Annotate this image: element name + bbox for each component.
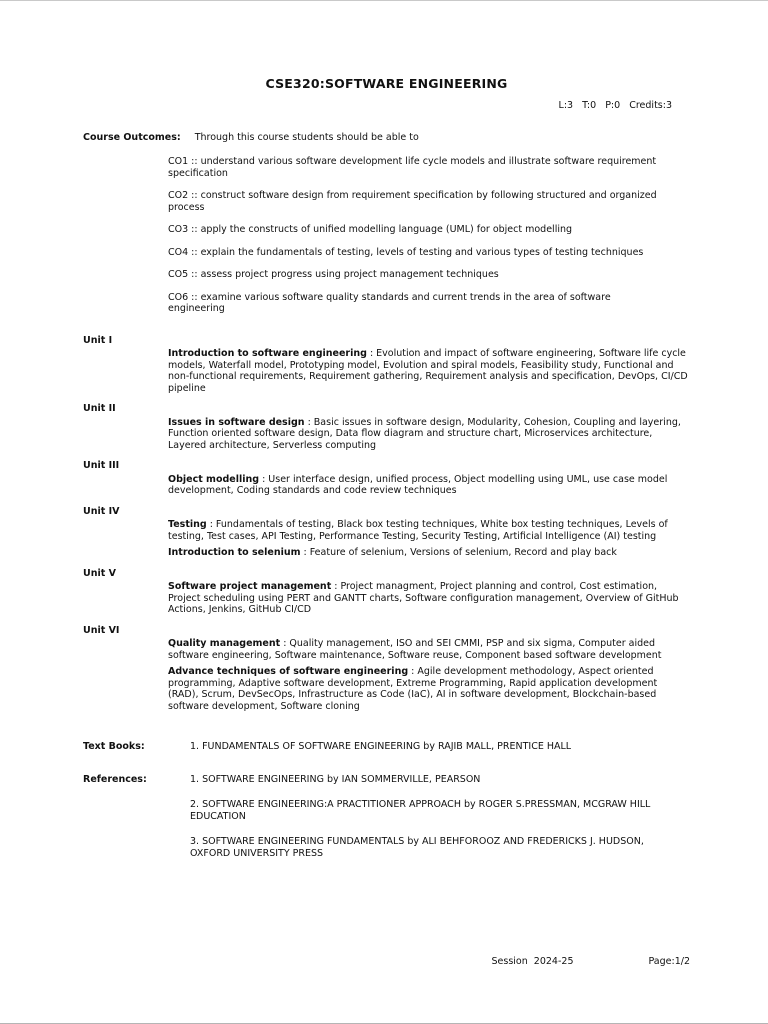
co-item: CO2 :: construct software design from requirement specification by following structured and organized process [168,190,657,213]
topic-title: Testing [168,519,207,530]
topic-body: : Evolution and impact of software engineering, Software life cycle models, Waterfall model, Prototyping model, Evolution and spiral models, Feasibility study, Functional and non-functional requirements, Requirement gathering, Requirement analysis and specification, DevOps, CI/CD pipeline [168,348,688,394]
co-item: CO6 :: examine various software quality standards and current trends in the area of software engineering [168,291,611,314]
topic-title: Quality management [168,638,281,649]
topic-body: : Project managment, Project planning and control, Cost estimation, Project scheduling using PERT and GANTT charts, Software configuration management, Overview of GitHub Actions, Jenkins, GitHub CI/CD [168,581,679,615]
topic-body: : Basic issues in software design, Modularity, Cohesion, Coupling and layering, Function oriented software design, Data flow diagram and structure chart, Microservices architecture, Layered architecture, Serverless computing [168,416,681,451]
topic-title: Introduction to software engineering [168,348,367,359]
topic-title: Introduction to selenium [168,547,301,558]
text-books-row [83,738,690,764]
unit-label: Unit I [83,334,113,346]
document-body [0,1,768,870]
co-item: CO3 :: apply the constructs of unified modelling language (UML) for object modelling [168,224,573,235]
reference-item: 2. SOFTWARE ENGINEERING:A PRACTITIONER APPROACH by ROGER S.PRESSMAN, MCGRAW HILL EDUCATION [190,799,651,822]
topic-body: : Fundamentals of testing, Black box testing techniques, White box testing techniques, Levels of testing, Test cases, API Testing, Performance Testing, Security Testing, Artificial Intelligence (AI) testing [168,519,668,542]
course-outcomes-label: Course Outcomes: [83,131,181,143]
unit-topic [168,638,690,661]
unit-topic [168,474,690,497]
co-item: CO4 :: explain the fundamentals of testing, levels of testing and various types of testing techniques [168,246,644,258]
references-list [190,771,690,871]
reference-item: 3. SOFTWARE ENGINEERING FUNDAMENTALS by ALI BEHFOROOZ AND FREDERICKS J. HUDSON, OXFORD UNIVERSITY PRESS [190,836,644,859]
unit-topic [168,581,690,616]
co-item: CO1 :: understand various software development life cycle models and illustrate software requirement specification [168,156,657,179]
unit-label: Unit II [83,403,116,414]
topic-body: : User interface design, unified process, Object modelling using UML, use case model development, Coding standards and code review techniques [168,473,668,496]
unit-label: Unit III [83,460,120,471]
units-section [83,335,690,713]
topic-body: : Agile development methodology, Aspect oriented programming, Adaptive software development, Extreme Programming, Rapid application development (RAD), Scrum, DevSecOps, Infrastructure as Code (IaC), AI in software development, Blockchain-based software development, Software cloning [168,666,658,712]
text-books-list [190,738,690,764]
page-footer [83,956,690,967]
topic-title: Object modelling [168,473,260,485]
reference-item: 1. SOFTWARE ENGINEERING by IAN SOMMERVILLE, PEARSON [190,773,481,785]
references-label: References: [83,773,147,785]
unit-topic [168,519,690,542]
text-books-label: Text Books: [83,741,145,752]
unit-topic [168,348,690,394]
topic-title: Issues in software design [168,416,305,428]
books-section [83,738,690,870]
topic-body: : Feature of selenium, Versions of selenium, Record and play back [300,547,617,558]
unit-label: Unit IV [83,505,120,517]
unit-topic [168,547,690,559]
topic-body: : Quality management, ISO and SEI CMMI, PSP and six sigma, Computer aided software engineering, Software maintenance, Software reuse, Component based software development [168,638,662,661]
topic-title: Advance techniques of software engineering [168,666,409,677]
course-outcomes-header [83,132,690,144]
course-title: CSE320:SOFTWARE ENGINEERING [265,76,508,91]
references-row [83,771,690,871]
co-item: CO5 :: assess project progress using project management techniques [168,269,499,280]
textbook-item: 1. FUNDAMENTALS OF SOFTWARE ENGINEERING by RAJIB MALL, PRENTICE HALL [190,741,572,752]
unit-topic [168,666,690,712]
unit-topic [168,417,690,452]
footer-page-number: Page:1/2 [648,956,690,967]
topic-title: Software project management [168,581,332,592]
unit-label: Unit V [83,567,116,579]
course-outcomes-list [83,156,690,315]
course-outcomes-intro: Through this course students should be able to [194,131,419,143]
footer-session: Session 2024-25 [491,956,574,967]
unit-label: Unit VI [83,624,120,636]
credits-line: L:3 T:0 P:0 Credits:3 [558,100,672,111]
